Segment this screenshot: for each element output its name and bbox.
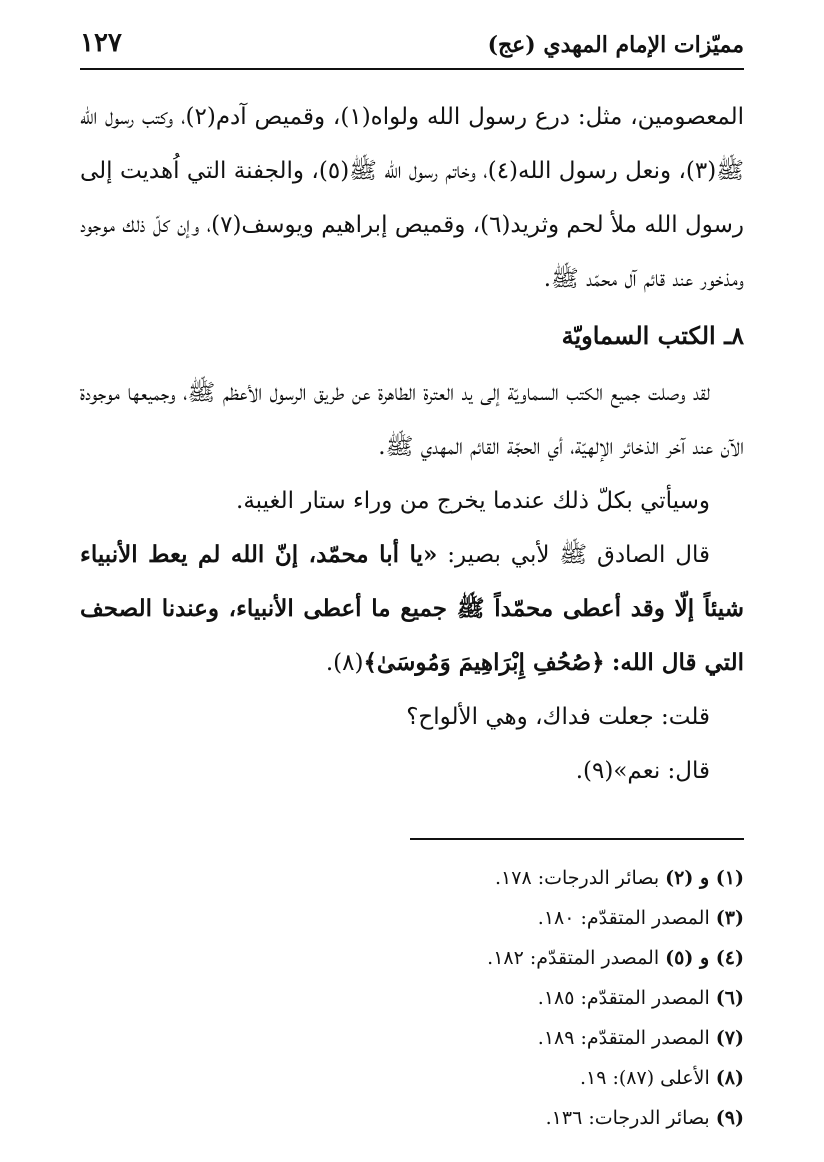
verse-reference: (٨). xyxy=(325,650,364,676)
footnote-number: (٧) xyxy=(715,1027,744,1049)
paragraph: قال: نعم»(٩). xyxy=(575,758,710,784)
main-text xyxy=(80,90,744,798)
footnote-text: الأعلى (٨٧): ١٩. xyxy=(579,1067,710,1089)
footnote-text: بصائر الدرجات: ١٧٨. xyxy=(495,867,660,889)
footnote-number: (٩) xyxy=(715,1107,744,1129)
paragraph: المعصومين، مثل: درع رسول الله ولواه(١)، وقميص آدم(٢)، وكتب رسول الله ﷺ(٣)، ونعل رسول الله(٤)، وخاتم رسول الله ﷺ(٥)، والجفنة التي اُهديت إلى رسول الله ملأ لحم وثريد(٦)، وقميص إبراهيم ويوسف(٧)، وإن كلّ ذلك موجود ومذخور عند قائم آل محمّد ﷺ. xyxy=(80,104,745,292)
footnote-number: (١) و (٢) xyxy=(665,867,744,889)
paragraph: لقد وصلت جميع الكتب السماويّة إلى يد العترة الطاهرة عن طريق الرسول الأعظم ﷺ، وجميعها موجودة الآن عند آخر الذخائر الإلهيّة، أي الحجّة القائم المهدي ﷺ. xyxy=(80,380,744,460)
footnote xyxy=(80,858,744,898)
footnotes xyxy=(80,858,744,1138)
page-header xyxy=(80,28,744,70)
footnote-text: بصائر الدرجات: ١٣٦. xyxy=(545,1107,710,1129)
page-number: ١٢٧ xyxy=(80,28,122,58)
paragraph: قلت: جعلت فداك، وهي الألواح؟ xyxy=(406,704,710,730)
footnote-text: المصدر المتقدّم: ١٨٥. xyxy=(537,987,710,1009)
footnote-text: المصدر المتقدّم: ١٨٩. xyxy=(537,1027,710,1049)
footnote-number: (٣) xyxy=(715,907,744,929)
footnote-text: المصدر المتقدّم: ١٨٠. xyxy=(537,907,710,929)
footnote-number: (٤) و (٥) xyxy=(665,947,744,969)
footnote xyxy=(80,1098,744,1138)
footnote-text: المصدر المتقدّم: ١٨٢. xyxy=(487,947,660,969)
quran-verse: ﴿صُحُفِ إِبْرَاهِيمَ وَمُوسَىٰ﴾ xyxy=(363,649,605,676)
footnote xyxy=(80,938,744,978)
section-heading: ٨ـ الكتب السماويّة xyxy=(561,321,744,350)
footnote-number: (٨) xyxy=(715,1067,744,1089)
paragraph-quote xyxy=(80,528,744,690)
footnote-number: (٦) xyxy=(715,987,744,1009)
footnote xyxy=(80,898,744,938)
footnote-divider xyxy=(410,838,744,840)
paragraph: وسيأتي بكلّ ذلك عندما يخرج من وراء ستار الغيبة. xyxy=(236,488,710,514)
footnote xyxy=(80,1018,744,1058)
footnote xyxy=(80,978,744,1018)
running-title: مميّزات الإمام المهدي (عج) xyxy=(487,32,744,58)
footnote xyxy=(80,1058,744,1098)
quote-intro: قال الصادق ﷺ لأبي بصير: xyxy=(437,542,710,568)
hadith-quote: «يا أبا محمّد، إنّ الله لم يعط الأنبياء شيئاً إلّا وقد أعطى محمّداً ﷺ جميع ما أعطى الأنبياء، وعندنا الصحف التي قال الله: xyxy=(80,541,744,676)
